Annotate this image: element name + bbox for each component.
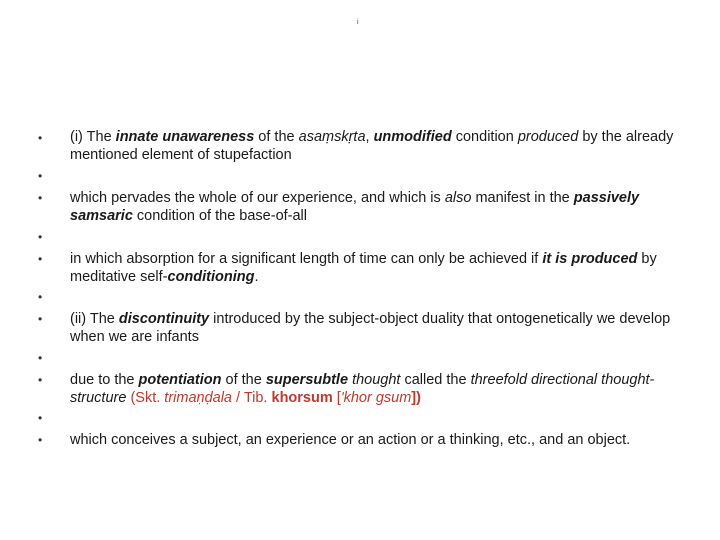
text-segment: manifest in the xyxy=(471,190,574,206)
bullet-icon: • xyxy=(38,290,43,304)
list-item xyxy=(70,128,690,164)
text-segment: condition xyxy=(451,129,518,145)
bullet-icon: • xyxy=(38,373,43,387)
text-segment: of the xyxy=(254,129,299,145)
text-segment: passively samsaric xyxy=(70,190,644,224)
text-segment: asaṃskṛta xyxy=(298,129,366,145)
bullet-icon: • xyxy=(38,131,43,145)
bullet-icon: • xyxy=(38,433,43,447)
text-segment: innate unawareness xyxy=(115,129,255,145)
text-segment: (ii) The xyxy=(70,311,119,327)
text-segment: potentiation xyxy=(138,372,222,388)
list-item xyxy=(70,189,690,225)
list-item xyxy=(70,431,690,449)
text-segment: introduced by the subject-object duality that ontogenetically we develop when we are infants xyxy=(70,311,675,345)
text-segment: by the already mentioned element of stupefaction xyxy=(70,129,678,163)
text-segment: khorsum xyxy=(271,390,333,406)
text-segment: which pervades the whole of our experience, and which is xyxy=(70,190,445,206)
bullet-icon: • xyxy=(38,351,43,365)
bullet-icon: • xyxy=(38,169,43,183)
text-segment: produced xyxy=(517,129,579,145)
text-segment: (i) The xyxy=(70,129,116,145)
text-segment: by meditative self- xyxy=(70,251,661,285)
text-segment: it is produced xyxy=(542,251,638,267)
text-segment: supersubtle xyxy=(265,372,349,388)
text-segment: [ xyxy=(332,390,341,406)
list-item xyxy=(70,310,690,346)
text-segment: of the xyxy=(221,372,266,388)
text-segment: trimaṇḍala xyxy=(164,390,232,406)
list-item xyxy=(70,371,690,407)
text-segment: in which absorption for a significant length of time can only be achieved if xyxy=(70,251,543,267)
text-segment: due to the xyxy=(70,372,139,388)
text-segment: discontinuity xyxy=(118,311,210,327)
bullet-icon: • xyxy=(38,312,43,326)
text-segment: called the xyxy=(400,372,471,388)
text-segment: unmodified xyxy=(373,129,452,145)
bullet-icon: • xyxy=(38,411,43,425)
text-segment: condition of the base-of-all xyxy=(132,208,307,224)
list-item xyxy=(70,250,690,286)
bullet-icon: • xyxy=(38,230,43,244)
text-segment: also xyxy=(444,190,472,206)
text-segment: (Skt. xyxy=(126,390,165,406)
text-segment: thought xyxy=(352,372,401,388)
slide-number: i xyxy=(357,19,359,26)
text-segment: threefold directional thought-structure xyxy=(70,372,655,406)
text-segment: , xyxy=(365,129,374,145)
text-segment: . xyxy=(254,269,259,285)
bullet-icon: • xyxy=(38,191,43,205)
text-segment: ]) xyxy=(411,390,421,406)
bullet-icon: • xyxy=(38,252,43,266)
text-segment: 'khor gsum xyxy=(340,390,412,406)
text-segment: / Tib. xyxy=(232,390,272,406)
text-segment: which conceives a subject, an experience or an action or a thinking, etc., and an object. xyxy=(70,432,631,448)
text-segment: conditioning xyxy=(167,269,255,285)
